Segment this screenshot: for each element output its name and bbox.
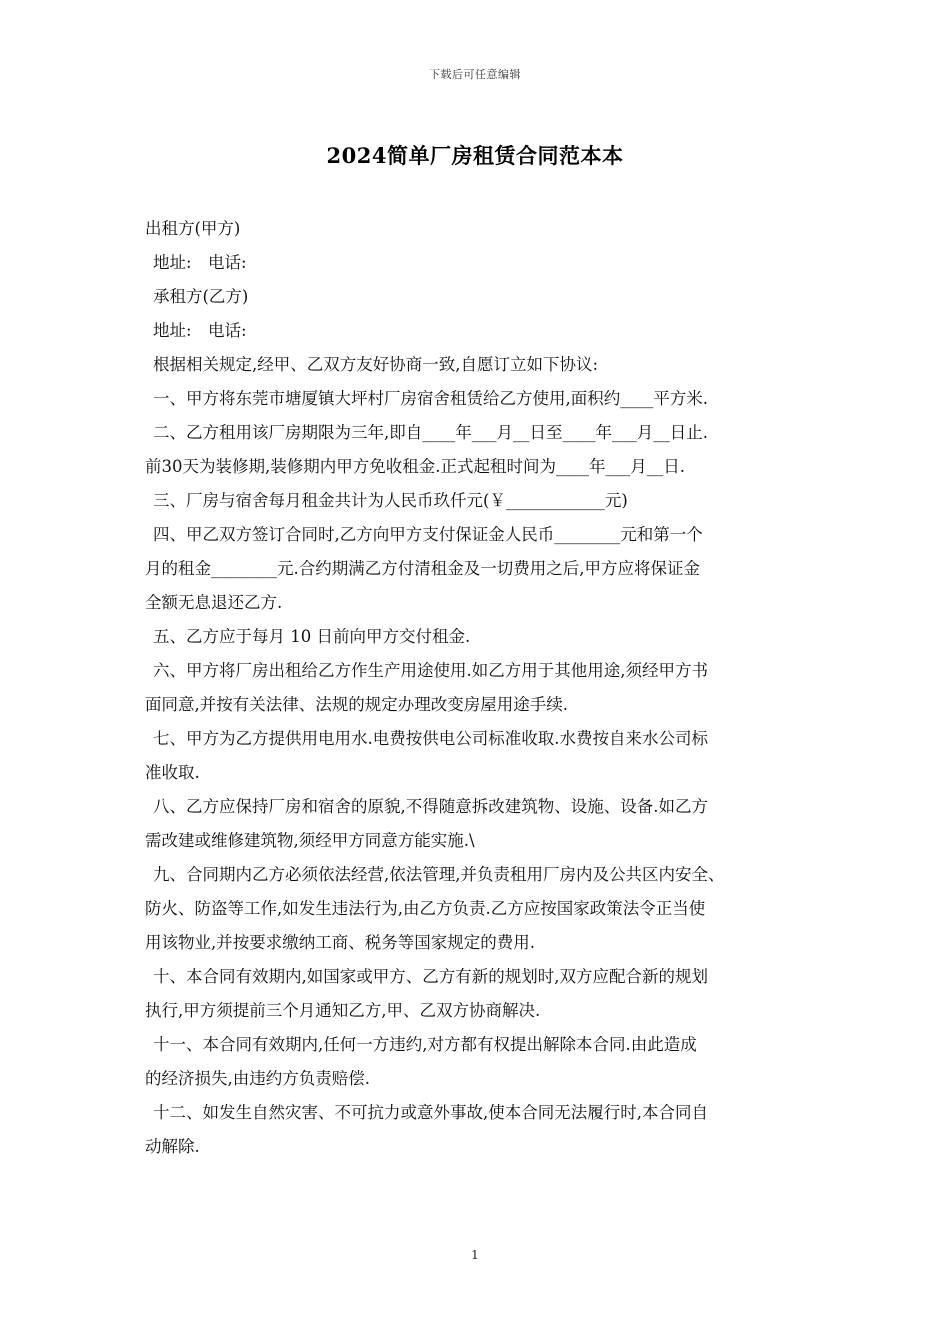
clause-7-line: 七、甲方为乙方提供用电用水.电费按供电公司标准收取.水费按自来水公司标 [153, 729, 708, 748]
clause-6-line: 六、甲方将厂房出租给乙方作生产用途使用.如乙方用于其他用途,须经甲方书 [153, 661, 708, 680]
clause-8-line: 需改建或维修建筑物,须经甲方同意方能实施.\ [145, 831, 475, 850]
clause-4-line: 月的租金________元.合约期满乙方付清租金及一切费用之后,甲方应将保证金 [145, 559, 700, 578]
page-number: 1 [471, 1248, 479, 1262]
body-line: 地址: 电话: [153, 253, 247, 272]
body-line: 承租方(乙方) [153, 287, 249, 306]
clause-10-line: 执行,甲方须提前三个月通知乙方,甲、乙双方协商解决. [145, 1001, 541, 1020]
body-line: 根据相关规定,经甲、乙双方友好协商一致,自愿订立如下协议: [153, 355, 599, 374]
clause-6-line: 面同意,并按有关法律、法规的规定办理改变房屋用途手续. [145, 695, 568, 714]
clause-12-line: 十二、如发生自然灾害、不可抗力或意外事故,使本合同无法履行时,本合同自 [153, 1103, 708, 1122]
clause-1-line: 一、甲方将东莞市塘厦镇大坪村厂房宿舍租赁给乙方使用,面积约____平方米. [153, 389, 708, 408]
contract-body [145, 212, 825, 1164]
clause-5-line: 五、乙方应于每月 10 日前向甲方交付租金. [153, 627, 471, 646]
clause-9-line: 用该物业,并按要求缴纳工商、税务等国家规定的费用. [145, 933, 535, 952]
clause-9-line: 九、合同期内乙方必须依法经营,依法管理,并负责租用厂房内及公共区内安全、 [153, 865, 725, 884]
clause-2-line: 二、乙方租用该厂房期限为三年,即自____年___月__日至____年___月__日止. [153, 423, 708, 442]
document-title: 2024简单厂房租赁合同范本本 [326, 143, 624, 168]
clause-3-line: 三、厂房与宿舍每月租金共计为人民币玖仟元(￥____________元) [153, 491, 628, 510]
clause-10-line: 十、本合同有效期内,如国家或甲方、乙方有新的规划时,双方应配合新的规划 [153, 967, 708, 986]
body-line: 地址: 电话: [153, 321, 247, 340]
clause-11-line: 的经济损失,由违约方负责赔偿. [145, 1069, 370, 1088]
clause-9-line: 防火、防盗等工作,如发生违法行为,由乙方负责.乙方应按国家政策法令正当使 [145, 899, 706, 918]
clause-7-line: 准收取. [145, 763, 200, 782]
clause-12-line: 动解除. [145, 1137, 200, 1156]
clause-11-line: 十一、本合同有效期内,任何一方违约,对方都有权提出解除本合同.由此造成 [153, 1035, 697, 1054]
header-note: 下载后可任意编辑 [429, 68, 521, 81]
clause-2-line: 前30天为装修期,装修期内甲方免收租金.正式起租时间为____年___月__日. [145, 457, 685, 476]
clause-4-line: 四、甲乙双方签订合同时,乙方向甲方支付保证金人民币________元和第一个 [153, 525, 703, 544]
clause-8-line: 八、乙方应保持厂房和宿舍的原貌,不得随意拆改建筑物、设施、设备.如乙方 [153, 797, 708, 816]
clause-4-line: 全额无息退还乙方. [145, 593, 283, 612]
body-line: 出租方(甲方) [145, 219, 241, 238]
